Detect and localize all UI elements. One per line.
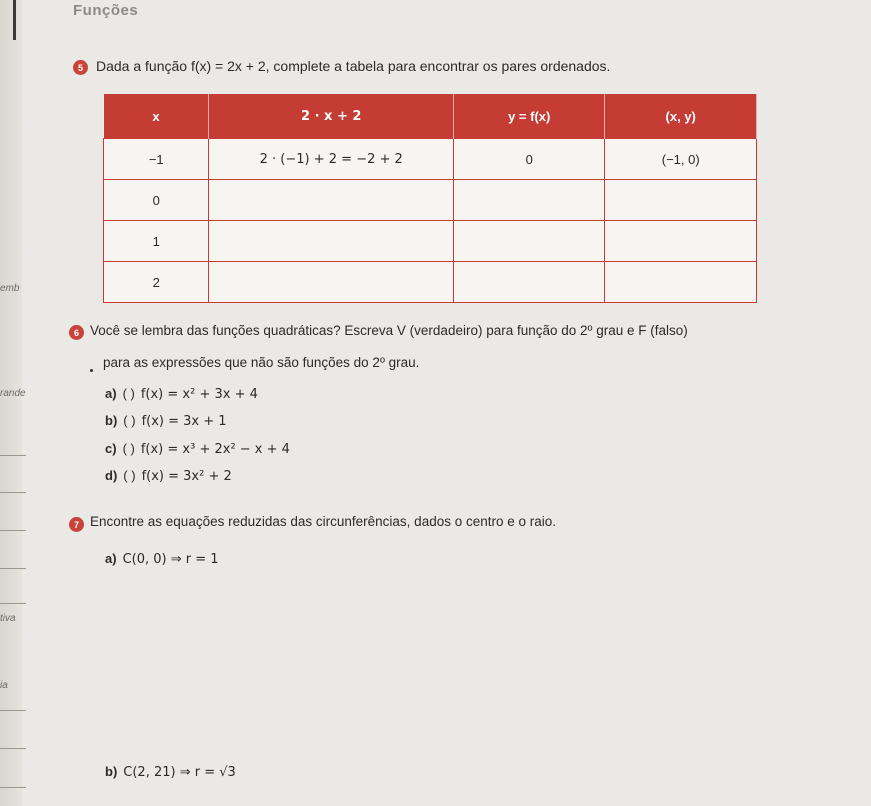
margin-text: emb bbox=[0, 283, 20, 294]
table-row bbox=[104, 221, 757, 262]
answer-cell[interactable] bbox=[453, 262, 604, 303]
q6-item-d bbox=[105, 468, 232, 484]
table-header: x bbox=[104, 94, 209, 139]
answer-cell[interactable] bbox=[209, 180, 454, 221]
answer-blank[interactable]: ( ) bbox=[122, 441, 135, 456]
table-cell: 0 bbox=[104, 180, 209, 221]
table-row bbox=[104, 180, 757, 221]
binding-edge bbox=[13, 0, 16, 40]
table-header: 2 · x + 2 bbox=[209, 94, 454, 139]
answer-cell[interactable] bbox=[453, 221, 604, 262]
item-label: a) bbox=[105, 386, 117, 401]
page-title: Funções bbox=[73, 2, 139, 19]
ordered-pairs-table bbox=[103, 94, 757, 303]
answer-cell[interactable] bbox=[453, 180, 604, 221]
answer-cell[interactable] bbox=[605, 221, 757, 262]
margin-text: rande bbox=[0, 388, 26, 399]
margin-rule bbox=[0, 530, 26, 531]
item-label: d) bbox=[105, 468, 118, 483]
margin-rule bbox=[0, 787, 26, 788]
q6-item-c bbox=[105, 441, 290, 457]
question-7-text: Encontre as equações reduzidas das circunferências, dados o centro e o raio. bbox=[90, 514, 557, 529]
margin-rule bbox=[0, 455, 26, 456]
margin-text: ia bbox=[0, 680, 8, 691]
q6-item-a bbox=[105, 386, 258, 402]
item-label: a) bbox=[105, 551, 117, 566]
answer-blank[interactable]: ( ) bbox=[122, 386, 135, 401]
table-cell: 2 bbox=[104, 262, 209, 303]
question-number-badge: 6 bbox=[69, 325, 84, 340]
table-cell: (−1, 0) bbox=[605, 139, 757, 180]
margin-text: tiva bbox=[0, 613, 16, 624]
answer-cell[interactable] bbox=[605, 262, 757, 303]
table-cell: 2 · (−1) + 2 = −2 + 2 bbox=[209, 139, 454, 180]
expression: C(0, 0) ⇒ r = 1 bbox=[122, 552, 219, 567]
answer-cell[interactable] bbox=[605, 180, 757, 221]
q7-item-b bbox=[105, 764, 236, 780]
expression: f(x) = 3x² + 2 bbox=[141, 469, 232, 484]
answer-cell[interactable] bbox=[209, 221, 454, 262]
answer-blank[interactable]: ( ) bbox=[123, 413, 136, 428]
expression: C(2, 21) ⇒ r = √3 bbox=[123, 765, 236, 780]
q6-item-b bbox=[105, 413, 227, 429]
table-row bbox=[104, 262, 757, 303]
item-label: c) bbox=[105, 441, 117, 456]
table-cell: 0 bbox=[453, 139, 604, 180]
q7-item-a bbox=[105, 551, 219, 567]
expression: f(x) = 3x + 1 bbox=[141, 414, 227, 429]
answer-cell[interactable] bbox=[209, 262, 454, 303]
margin-rule bbox=[0, 603, 26, 604]
margin-rule bbox=[0, 748, 26, 749]
table-header: (x, y) bbox=[605, 94, 757, 139]
expression: f(x) = x² + 3x + 4 bbox=[140, 387, 258, 402]
question-6-text-cont: para as expressões que não são funções do 2º grau. bbox=[103, 355, 420, 370]
question-5-text: Dada a função f(x) = 2x + 2, complete a tabela para encontrar os pares ordenados. bbox=[96, 58, 611, 74]
question-6-text: Você se lembra das funções quadráticas? Escreva V (verdadeiro) para função do 2º grau e F (falso) bbox=[90, 323, 688, 338]
answer-blank[interactable]: ( ) bbox=[123, 468, 136, 483]
table-cell: 1 bbox=[104, 221, 209, 262]
margin-rule bbox=[0, 492, 26, 493]
table-header: y = f(x) bbox=[453, 94, 604, 139]
bullet-dot bbox=[90, 369, 93, 372]
question-number-badge: 5 bbox=[73, 60, 88, 75]
table-row bbox=[104, 139, 757, 180]
question-number-badge: 7 bbox=[69, 517, 84, 532]
item-label: b) bbox=[105, 764, 118, 779]
table-cell: −1 bbox=[104, 139, 209, 180]
margin-rule bbox=[0, 710, 26, 711]
expression: f(x) = x³ + 2x² − x + 4 bbox=[140, 442, 290, 457]
margin-rule bbox=[0, 568, 26, 569]
item-label: b) bbox=[105, 413, 118, 428]
